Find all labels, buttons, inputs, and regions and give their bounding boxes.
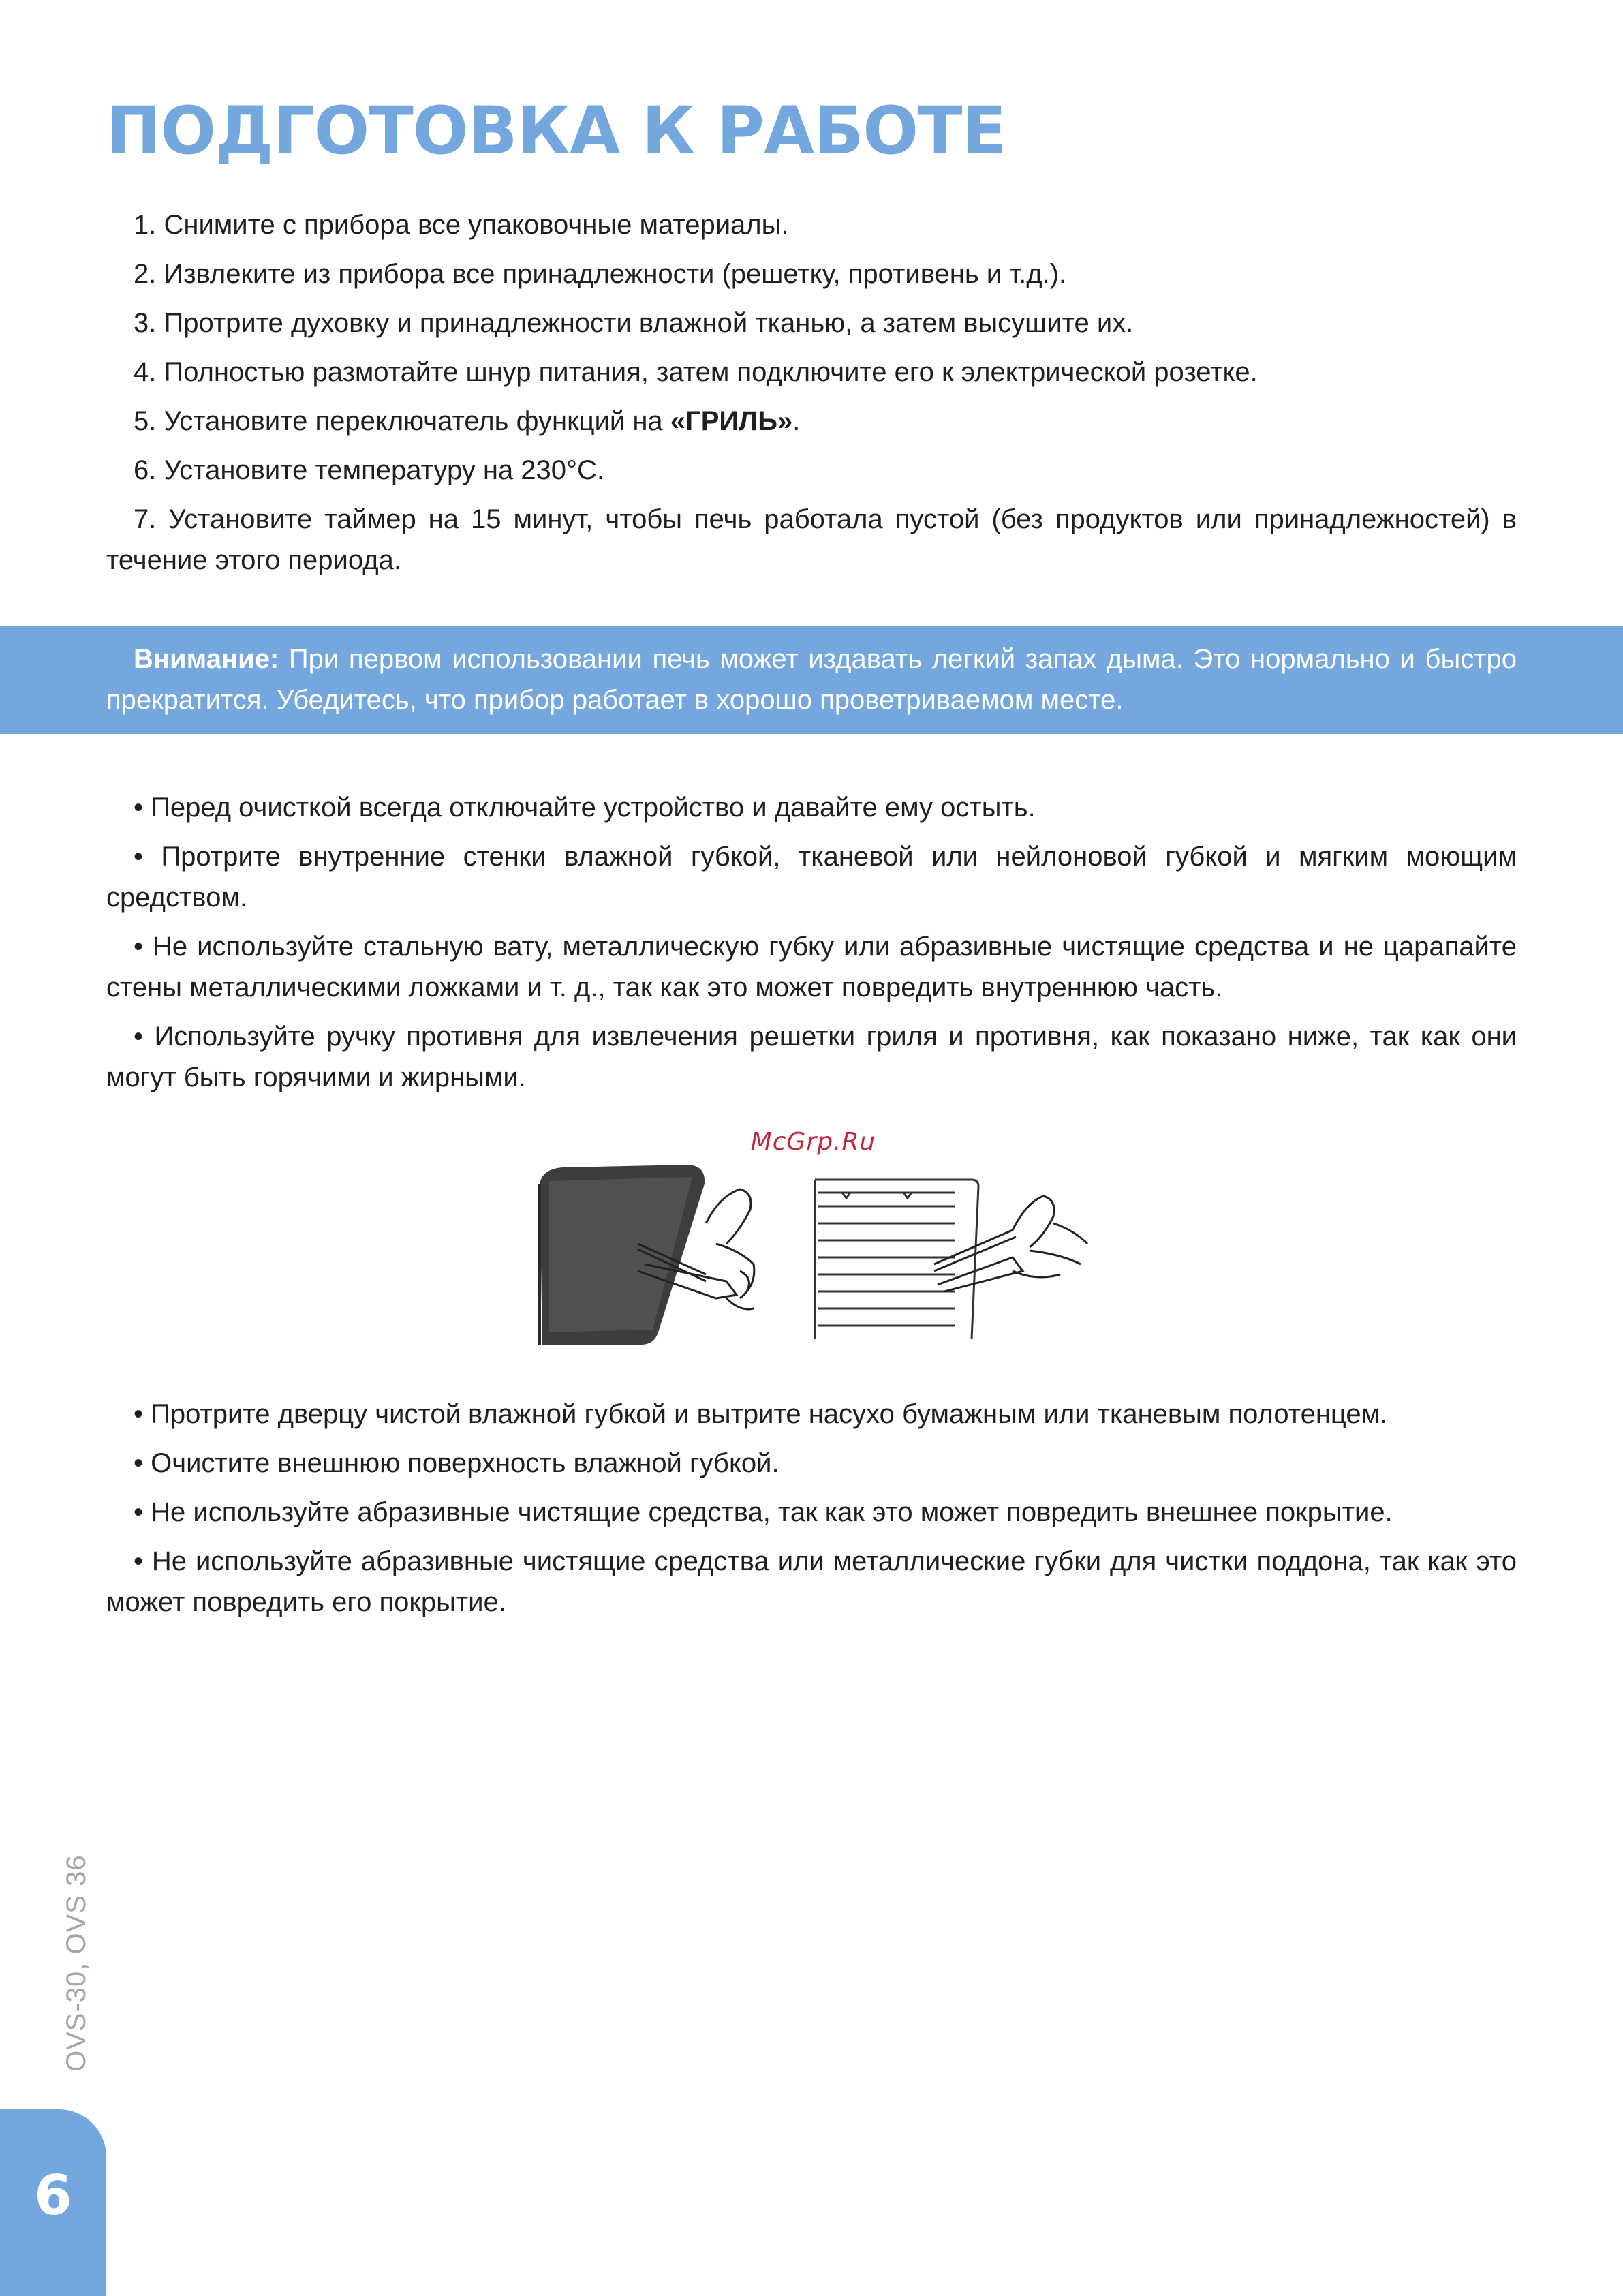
bullet-item: • Перед очисткой всегда отключайте устройство и давайте ему остыть. (134, 793, 1036, 823)
grill-mode-label: «ГРИЛЬ» (670, 406, 793, 436)
grill-rack-drawing (815, 1180, 978, 1339)
step-item: 7. Установите таймер на 15 минут, чтобы печь работала пустой (без продуктов или принадлежностей) в течение этого периода. (106, 504, 1517, 575)
warning-body: При первом использовании печь может издавать легкий запах дыма. Это нормально и быстро прекратится. Убедитесь, что прибор работает в хорошо проветриваемом месте. (106, 644, 1517, 715)
step-item: 1. Снимите с прибора все упаковочные материалы. (134, 210, 789, 240)
bullet-item: • Протрите дверцу чистой влажной губкой и вытрите насухо бумажным или тканевым полотенцем. (134, 1399, 1388, 1429)
bullet-item: • Не используйте абразивные чистящие средства или металлические губки для чистки поддона, так как это может повредить его покрытие. (106, 1546, 1517, 1617)
exterior-care-list (106, 1394, 1517, 1631)
page-number-tab (0, 2109, 106, 2296)
bullet-item: • Используйте ручку противня для извлечения решетки гриля и противня, как показано ниже, так как они могут быть горячими и жирными. (106, 1022, 1517, 1092)
warning-text (106, 639, 1517, 720)
step-item: 4. Полностью размотайте шнур питания, затем подключите его к электрической розетке. (134, 357, 1258, 387)
bullet-item: • Протрите внутренние стенки влажной губкой, тканевой или нейлоновой губкой и мягким моющим средством. (106, 842, 1517, 913)
bullet-item: • Не используйте абразивные чистящие средства, так как это может повредить внешнее покрытие. (134, 1497, 1393, 1527)
bullet-item: • Не используйте стальную вату, металлическую губку или абразивные чистящие средства и не царапайте стены металлическими ложками и т. д., так как это может повредить внутреннюю часть. (106, 932, 1517, 1002)
warning-banner (0, 626, 1623, 734)
page-title: ПОДГОТОВКА К РАБОТЕ (106, 93, 1006, 169)
tray-handle-illustration (536, 1128, 1091, 1356)
hand-with-handle-right (934, 1196, 1087, 1291)
step-text-end: . (792, 406, 801, 436)
cleaning-tips-list (106, 787, 1517, 1106)
steps-list (106, 204, 1517, 589)
step-item: 2. Извлеките из прибора все принадлежности (решетку, противень и т.д.). (134, 259, 1067, 289)
model-label: OVS-30, OVS 36 (61, 1854, 91, 2072)
step-item (106, 401, 1517, 442)
step-text: 5. Установите переключатель функций на (134, 406, 670, 436)
baking-tray-drawing (540, 1165, 705, 1345)
illustration-drawing (536, 1128, 1091, 1356)
step-item: 6. Установите температуру на 230°С. (134, 455, 605, 485)
step-item: 3. Протрите духовку и принадлежности влажной тканью, а затем высушите их. (134, 308, 1134, 338)
watermark: McGrp.Ru (750, 1128, 876, 1156)
warning-label: Внимание: (134, 644, 279, 674)
page-number: 6 (34, 2164, 72, 2227)
bullet-item: • Очистите внешнюю поверхность влажной губкой. (134, 1448, 779, 1478)
